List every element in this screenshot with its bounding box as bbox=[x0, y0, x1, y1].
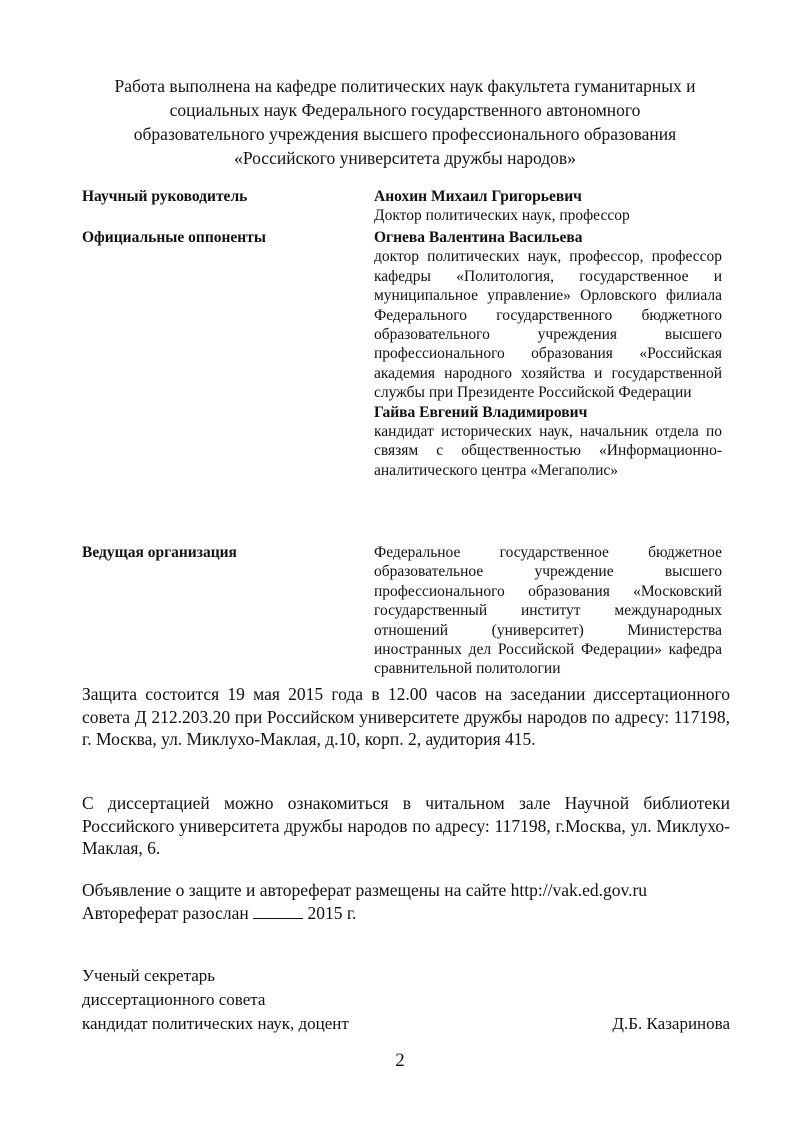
opponent-name: Гайва Евгений Владимирович bbox=[374, 403, 588, 421]
header-line: «Российского университета дружбы народов» bbox=[234, 148, 576, 168]
page-number: 2 bbox=[395, 1050, 405, 1071]
signature-line: диссертационного совета bbox=[82, 990, 266, 1009]
signature-line: кандидат политических наук, доцент bbox=[82, 1014, 349, 1033]
announcement-block bbox=[82, 879, 730, 924]
opponents-info bbox=[374, 228, 722, 480]
mailing-suffix: 2015 г. bbox=[307, 902, 357, 923]
date-blank-line bbox=[253, 904, 303, 919]
supervisor-label: Научный руководитель bbox=[82, 188, 248, 205]
opponent-name: Огнева Валентина Васильева bbox=[374, 229, 583, 246]
signatory-name: Д.Б. Казаринова bbox=[612, 1014, 730, 1033]
lead-org-desc: Федеральное государственное бюджетное образовательное учреждение высшего профессионального образования «Московский государственный институт международных отношений (университет) Министерства иностранных дел Российской Федерации» кафедра сравнительной политологии bbox=[374, 544, 722, 678]
lead-org-info bbox=[374, 543, 722, 679]
mailing-line bbox=[82, 902, 730, 925]
defense-paragraph: Защита состоится 19 мая 2015 года в 12.00 часов на заседании диссертационного совета Д 212.203.20 при Российском университете дружбы народов по адресу: 117198, г. Москва, ул. Миклухо-Маклая, д.10, корп. 2, аудитория 415. bbox=[82, 684, 730, 749]
signature-block bbox=[82, 964, 730, 1036]
opponent-desc: кандидат исторических наук, начальник отдела по связям с общественностью «Информационно-аналитического центра «Мегаполис» bbox=[374, 423, 722, 479]
library-paragraph: С диссертацией можно ознакомиться в читальном зале Научной библиотеки Российского университета дружбы народов по адресу: 117198, г.Москва, ул. Миклухо-Маклая, 6. bbox=[82, 793, 730, 858]
header-block bbox=[70, 74, 740, 170]
header-line: Работа выполнена на кафедре политических наук факультета гуманитарных и bbox=[114, 76, 696, 96]
supervisor-info bbox=[374, 187, 722, 226]
opponent-desc: доктор политических наук, профессор, профессор кафедры «Политология, государственное и муниципальное управление» Орловского филиала Федерального государственного бюджетного образовательного учреждения высшего профессионального образования «Российская академия народного хозяйства и государственной службы при Президенте Российской Федерации bbox=[374, 248, 722, 402]
supervisor-desc: Доктор политических наук, профессор bbox=[374, 207, 630, 225]
announcement-line: Объявление о защите и автореферат размещены на сайте http://vak.ed.gov.ru bbox=[82, 880, 648, 900]
opponents-label: Официальные оппоненты bbox=[82, 229, 266, 246]
header-line: социальных наук Федерального государственного автономного bbox=[169, 100, 641, 120]
lead-org-label: Ведущая организация bbox=[82, 544, 237, 561]
mailing-prefix: Автореферат разослан bbox=[82, 902, 249, 923]
header-line: образовательного учреждения высшего профессионального образования bbox=[133, 124, 677, 144]
signature-line: Ученый секретарь bbox=[82, 966, 216, 985]
supervisor-name: Анохин Михаил Григорьевич bbox=[374, 188, 582, 205]
